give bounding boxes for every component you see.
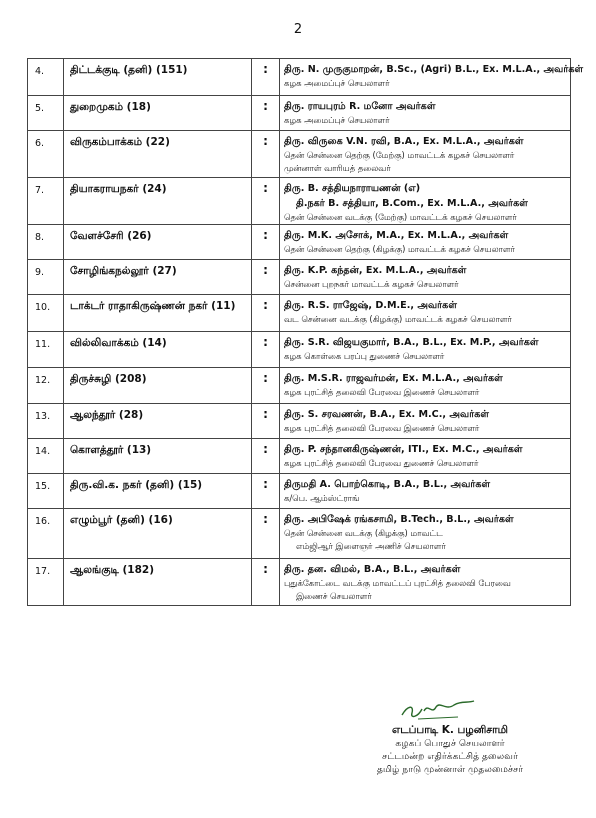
signatory-title-1: கழகப் பொதுச் செயலாளர் <box>395 738 505 749</box>
separator-colon: : <box>252 131 280 178</box>
table-row <box>28 225 571 260</box>
serial-number: 12. <box>28 368 64 404</box>
candidate-details <box>280 439 571 474</box>
table-row <box>28 368 571 404</box>
candidate-name: திரு. K.P. கந்தன், Ex. M.L.A., அவர்கள் <box>284 265 467 276</box>
candidate-details <box>280 260 571 295</box>
separator-colon: : <box>252 225 280 260</box>
serial-number: 5. <box>28 96 64 131</box>
separator-colon: : <box>252 59 280 96</box>
constituency-name: தியாகராயநகர் (24) <box>64 178 252 225</box>
separator-colon: : <box>252 295 280 332</box>
candidate-post: புதுக்கோட்டை வடக்கு மாவட்டப் புரட்சித் தலைவி பேரவை <box>284 578 511 588</box>
constituency-name: கொளத்தூர் (13) <box>64 439 252 474</box>
constituency-name: டாக்டர் ராதாகிருஷ்ணன் நகர் (11) <box>64 295 252 332</box>
separator-colon: : <box>252 559 280 606</box>
constituency-name: துறைமுகம் (18) <box>64 96 252 131</box>
separator-colon: : <box>252 96 280 131</box>
candidate-name: திரு. S. சரவணன், B.A., Ex. M.C., அவர்கள் <box>284 409 490 420</box>
separator-colon: : <box>252 439 280 474</box>
table-row <box>28 439 571 474</box>
candidate-details <box>280 295 571 332</box>
separator-colon: : <box>252 509 280 559</box>
constituency-name: எழும்பூர் (தனி) (16) <box>64 509 252 559</box>
candidate-post: எம்ஜிஆர் இளைஞர் அணிச் செயலாளர் <box>296 541 446 551</box>
candidate-details <box>280 59 584 96</box>
handwritten-signature <box>360 697 540 723</box>
candidate-name: தி.நகர் B. சத்தியா, B.Com., Ex. M.L.A., அவர்கள் <box>296 198 528 209</box>
serial-number: 4. <box>28 59 64 96</box>
table-row <box>28 332 571 368</box>
candidate-post: சென்னை புறநகர் மாவட்டக் கழகச் செயலாளர் <box>284 279 459 289</box>
signatory-title-3: தமிழ் நாடு முன்னாள் முதலமைச்சர் <box>376 764 524 775</box>
candidate-post: கழக கொள்கை பரப்பு துணைச் செயலாளர் <box>284 351 445 361</box>
candidate-post: கழக அமைப்புச் செயலாளர் <box>284 115 390 125</box>
separator-colon: : <box>252 368 280 404</box>
serial-number: 10. <box>28 295 64 332</box>
serial-number: 14. <box>28 439 64 474</box>
table-row <box>28 509 571 559</box>
serial-number: 8. <box>28 225 64 260</box>
candidate-rows <box>28 59 584 606</box>
candidate-name: திரு. தன. விமல், B.A., B.L., அவர்கள் <box>284 564 461 575</box>
candidate-post: தென் சென்னை வடக்கு (மேற்கு) மாவட்டக் கழகச் செயலாளர் <box>284 212 517 222</box>
table-row <box>28 474 571 509</box>
candidate-post: கழக புரட்சித் தலைவி பேரவை இணைச் செயலாளர் <box>284 387 480 397</box>
serial-number: 15. <box>28 474 64 509</box>
serial-number: 6. <box>28 131 64 178</box>
signature-block <box>360 697 540 776</box>
constituency-name: விருகம்பாக்கம் (22) <box>64 131 252 178</box>
serial-number: 16. <box>28 509 64 559</box>
candidate-post: கழக புரட்சித் தலைவி பேரவை துணைச் செயலாளர் <box>284 458 479 468</box>
candidate-name: திரு. S.R. விஜயகுமார், B.A., B.L., Ex. M.P., அவர்கள் <box>284 337 539 348</box>
table-row <box>28 559 571 606</box>
page-number: 2 <box>293 22 303 37</box>
signatory-name: எடப்பாடி K. பழனிசாமி <box>392 724 508 736</box>
candidate-post: வட சென்னை வடக்கு (கிழக்கு) மாவட்டக் கழகச் செயலாளர் <box>284 314 512 324</box>
candidate-name: திருமதி A. பொற்கொடி, B.A., B.L., அவர்கள் <box>284 479 491 490</box>
table-row <box>28 404 571 439</box>
constituency-name: திரு.வி.க. நகர் (தனி) (15) <box>64 474 252 509</box>
candidate-name: திரு. ராயபுரம் R. மனோ அவர்கள் <box>284 101 436 112</box>
separator-colon: : <box>252 474 280 509</box>
candidate-details <box>280 509 571 559</box>
separator-colon: : <box>252 260 280 295</box>
constituency-name: திட்டக்குடி (தனி) (151) <box>64 59 252 96</box>
table-row <box>28 59 571 96</box>
table-row <box>28 260 571 295</box>
candidate-details <box>280 474 571 509</box>
serial-number: 11. <box>28 332 64 368</box>
candidate-details <box>280 225 571 260</box>
constituency-name: சோழிங்கநல்லூர் (27) <box>64 260 252 295</box>
candidate-name: திரு. விருகை V.N. ரவி, B.A., Ex. M.L.A., அவர்கள் <box>284 136 524 147</box>
candidate-name: திரு. B. சத்தியநாராயணன் (எ) <box>284 183 421 194</box>
table-row <box>28 131 571 178</box>
candidate-post: தென் சென்னை வடக்கு (கிழக்கு) மாவட்ட <box>284 528 443 538</box>
candidate-details <box>280 559 571 606</box>
serial-number: 9. <box>28 260 64 295</box>
candidate-post: முன்னாள் வாரியத் தலைவர் <box>284 163 391 173</box>
serial-number: 17. <box>28 559 64 606</box>
table-row <box>28 96 571 131</box>
separator-colon: : <box>252 178 280 225</box>
table-row <box>28 178 571 225</box>
constituency-name: திருச்சுழி (208) <box>64 368 252 404</box>
separator-colon: : <box>252 332 280 368</box>
candidate-post: கழக அமைப்புச் செயலாளர் <box>284 78 390 88</box>
candidate-details <box>280 96 571 131</box>
candidate-details <box>280 131 571 178</box>
candidate-post: தென் சென்னை தெற்கு (மேற்கு) மாவட்டக் கழகச் செயலாளர் <box>284 150 515 160</box>
candidate-name: திரு. R.S. ராஜேஷ், D.M.E., அவர்கள் <box>284 300 457 311</box>
candidate-name: திரு. M.K. அசோக், M.A., Ex. M.L.A., அவர்கள் <box>284 230 509 241</box>
serial-number: 13. <box>28 404 64 439</box>
candidate-details <box>280 332 571 368</box>
candidate-post: கழக புரட்சித் தலைவி பேரவை இணைச் செயலாளர் <box>284 423 480 433</box>
candidate-name: திரு. M.S.R. ராஜவர்மன், Ex. M.L.A., அவர்கள் <box>284 373 503 384</box>
table-row <box>28 295 571 332</box>
constituency-name: ஆலந்தூர் (28) <box>64 404 252 439</box>
candidate-post: க/பெ. ஆம்ஸ்ட்ராங் <box>284 493 360 503</box>
candidate-details <box>280 368 571 404</box>
candidate-details <box>280 178 571 225</box>
separator-colon: : <box>252 404 280 439</box>
constituency-name: வில்லிவாக்கம் (14) <box>64 332 252 368</box>
candidate-name: திரு. N. முருகுமாறன், B.Sc., (Agri) B.L., Ex. M.L.A., அவர்கள் <box>284 64 584 75</box>
candidate-name: திரு. P. சந்தானகிருஷ்ணன், ITI., Ex. M.C., அவர்கள் <box>284 444 523 455</box>
candidate-post: தென் சென்னை தெற்கு (கிழக்கு) மாவட்டக் கழகச் செயலாளர் <box>284 244 515 254</box>
constituency-name: வேளச்சேரி (26) <box>64 225 252 260</box>
signatory-title-2: சட்டமன்ற எதிர்க்கட்சித் தலைவர் <box>382 751 518 762</box>
candidate-name: திரு. அபிஷேக் ரங்கசாமி, B.Tech., B.L., அவர்கள் <box>284 514 514 525</box>
candidate-table <box>27 58 584 606</box>
serial-number: 7. <box>28 178 64 225</box>
candidate-details <box>280 404 571 439</box>
constituency-name: ஆலங்குடி (182) <box>64 559 252 606</box>
candidate-post: இணைச் செயலாளர் <box>296 591 372 601</box>
